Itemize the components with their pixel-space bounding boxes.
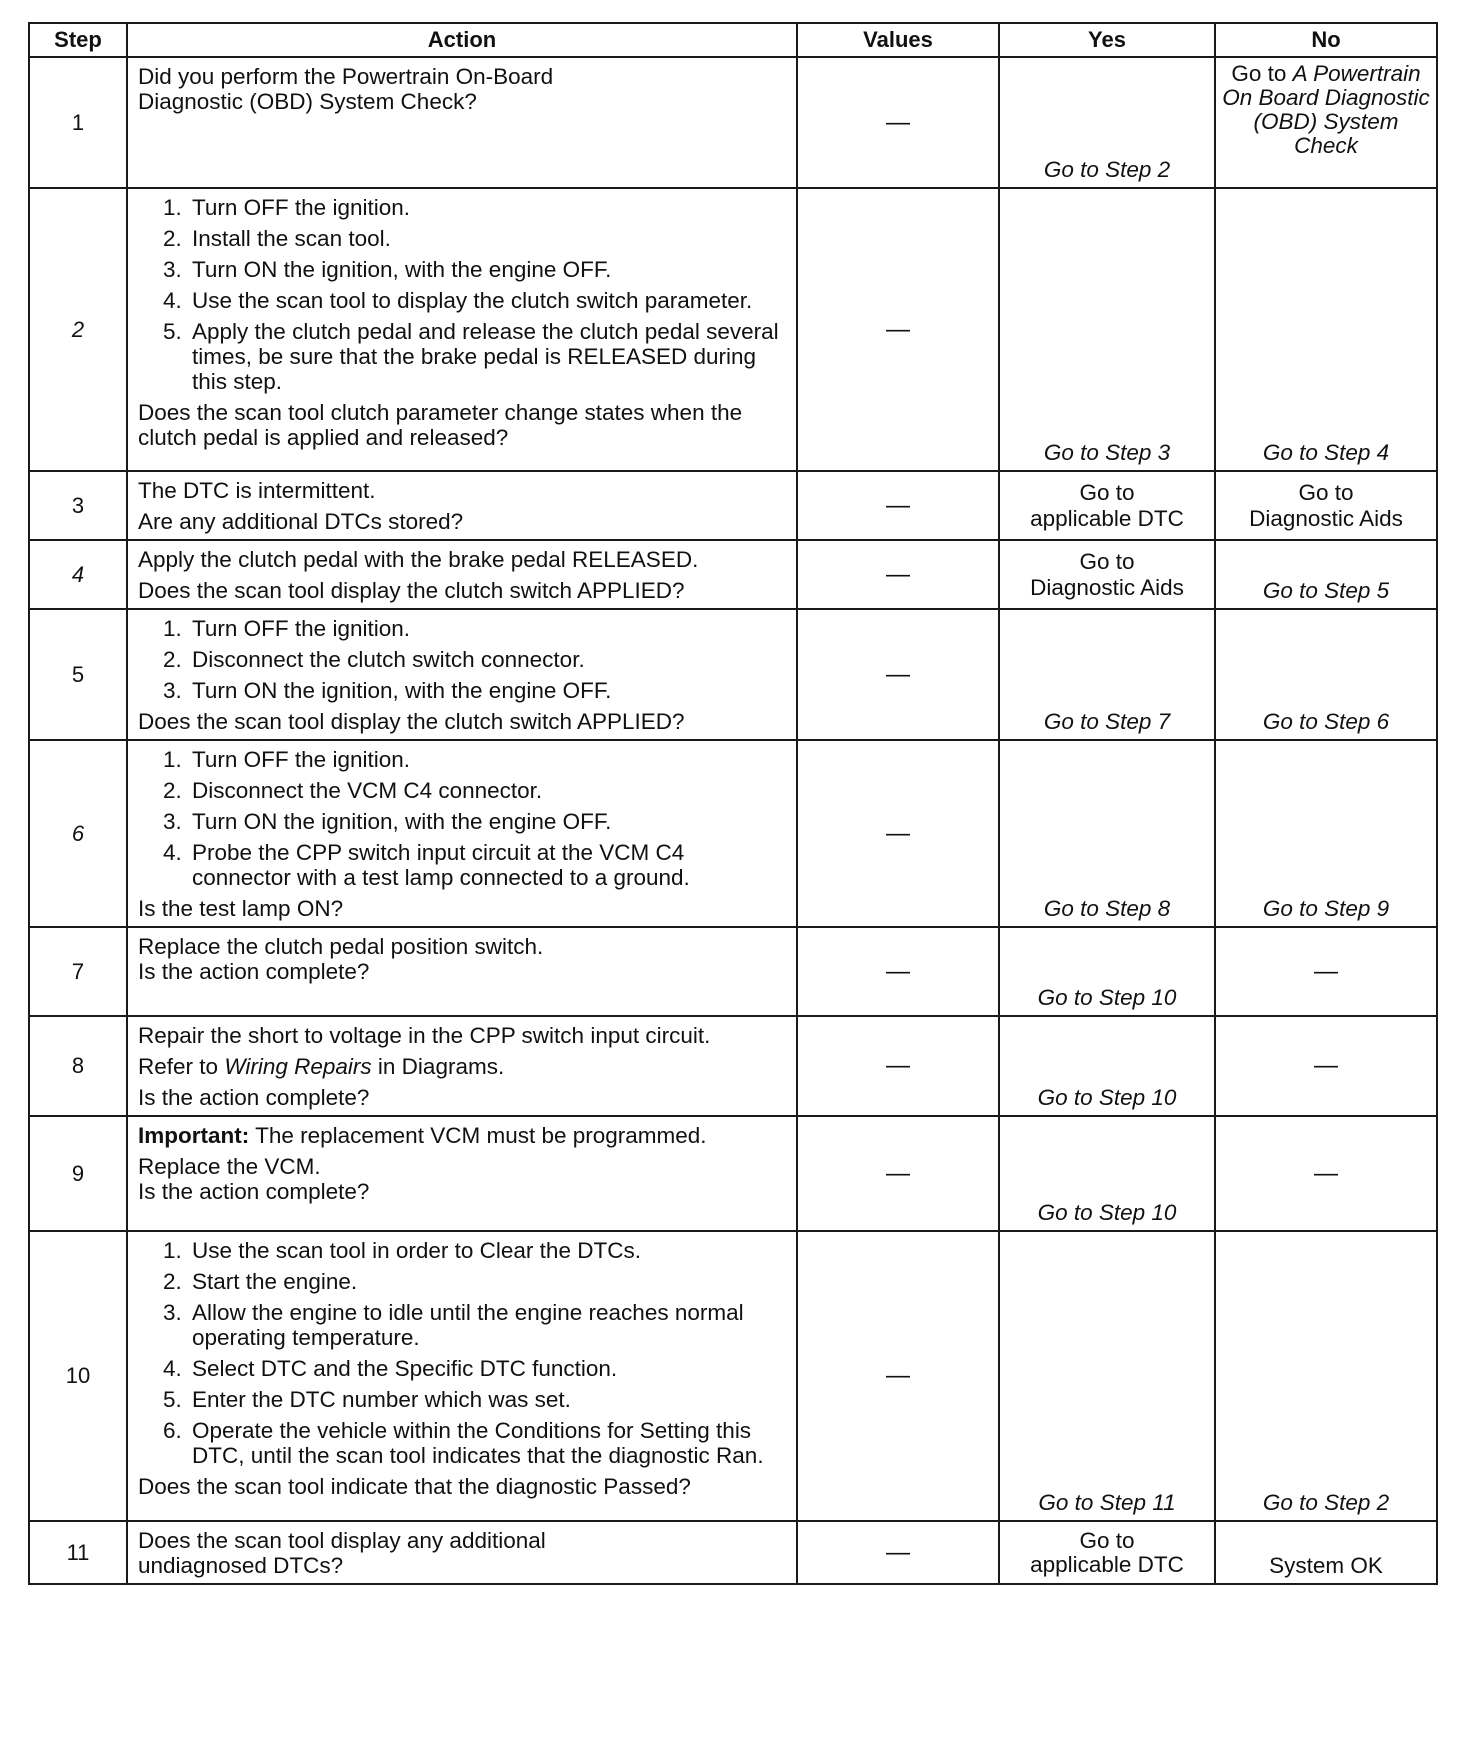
values-cell: — — [797, 57, 999, 188]
no-link[interactable]: Go to Step 5 — [1215, 540, 1437, 609]
obd-system-check-link[interactable]: A Powertrain On Board Diagnostic (OBD) System Check — [1222, 61, 1430, 158]
values-cell: — — [797, 188, 999, 471]
no-link[interactable]: Go to Step 9 — [1215, 740, 1437, 927]
action-cell — [127, 1016, 797, 1116]
header-row — [29, 23, 1437, 57]
substep-list — [138, 195, 786, 394]
action-line: Diagnostic (OBD) System Check? — [138, 89, 477, 114]
substep: 4. Probe the CPP switch input circuit at the VCM C4 connector with a test lamp connected to a ground. — [188, 840, 786, 890]
substep: 2. Install the scan tool. — [188, 226, 786, 251]
values-cell: — — [797, 740, 999, 927]
substep-list — [138, 747, 786, 890]
no-result: System OK — [1215, 1521, 1437, 1584]
diagnostic-table — [28, 22, 1438, 1585]
yes-target: applicable DTC — [1030, 505, 1184, 531]
refer-prefix: Refer to — [138, 1054, 219, 1079]
important-text: The replacement VCM must be programmed. — [255, 1123, 707, 1148]
values-cell: — — [797, 1231, 999, 1521]
substep: 3. Turn ON the ignition, with the engine OFF. — [188, 809, 786, 834]
substep: 5. Apply the clutch pedal and release the clutch pedal several times, be sure that the brake pedal is RELEASED during this step. — [188, 319, 786, 394]
action-line: Are any additional DTCs stored? — [138, 509, 464, 534]
action-line: Does the scan tool display any additional — [138, 1528, 546, 1553]
table-row — [29, 740, 1437, 927]
no-link[interactable]: Go to Step 6 — [1215, 609, 1437, 740]
table-row — [29, 1521, 1437, 1584]
step-number: 11 — [29, 1521, 127, 1584]
action-cell — [127, 1116, 797, 1231]
important-label: Important: — [138, 1123, 250, 1148]
action-line: Replace the VCM. — [138, 1154, 321, 1179]
action-cell — [127, 927, 797, 1016]
substep-list — [138, 1238, 786, 1468]
action-line: Repair the short to voltage in the CPP switch input circuit. — [138, 1023, 711, 1048]
action-cell — [127, 57, 797, 188]
yes-target: applicable DTC — [1030, 1551, 1184, 1577]
values-cell: — — [797, 1521, 999, 1584]
header-step: Step — [29, 23, 127, 57]
substep: 5. Enter the DTC number which was set. — [188, 1387, 786, 1412]
substep: 1. Use the scan tool in order to Clear the DTCs. — [188, 1238, 786, 1263]
action-cell — [127, 1521, 797, 1584]
step-number: 5 — [29, 609, 127, 740]
no-link[interactable] — [1215, 471, 1437, 540]
yes-prefix: Go to — [1079, 479, 1135, 505]
action-line: Is the action complete? — [138, 1179, 370, 1204]
yes-link[interactable]: Go to Step 10 — [999, 1016, 1215, 1116]
action-line: The DTC is intermittent. — [138, 478, 376, 503]
step-number: 7 — [29, 927, 127, 1016]
table-row — [29, 927, 1437, 1016]
substep-list — [138, 616, 786, 703]
substep: 2. Disconnect the clutch switch connector. — [188, 647, 786, 672]
action-cell — [127, 471, 797, 540]
yes-link[interactable] — [999, 471, 1215, 540]
table-row — [29, 57, 1437, 188]
substep: 2. Disconnect the VCM C4 connector. — [188, 778, 786, 803]
yes-link[interactable] — [999, 1521, 1215, 1584]
substep: 1. Turn OFF the ignition. — [188, 747, 786, 772]
no-prefix: Go to — [1298, 479, 1354, 505]
substep: 1. Turn OFF the ignition. — [188, 195, 786, 220]
action-line: Replace the clutch pedal position switch. — [138, 934, 544, 959]
action-cell — [127, 1231, 797, 1521]
table-row — [29, 471, 1437, 540]
action-question: Does the scan tool indicate that the diagnostic Passed? — [138, 1474, 691, 1499]
action-line: Did you perform the Powertrain On-Board — [138, 64, 554, 89]
yes-link[interactable]: Go to Step 7 — [999, 609, 1215, 740]
header-yes: Yes — [999, 23, 1215, 57]
substep: 3. Allow the engine to idle until the engine reaches normal operating temperature. — [188, 1300, 786, 1350]
step-number: 8 — [29, 1016, 127, 1116]
values-cell: — — [797, 471, 999, 540]
yes-prefix: Go to — [1079, 548, 1135, 574]
step-number: 2 — [29, 188, 127, 471]
yes-target: Diagnostic Aids — [1030, 574, 1184, 600]
action-cell — [127, 540, 797, 609]
table-row — [29, 609, 1437, 740]
action-line: Is the action complete? — [138, 1085, 370, 1110]
values-cell: — — [797, 540, 999, 609]
action-question: Does the scan tool display the clutch switch APPLIED? — [138, 709, 685, 734]
no-cell: — — [1215, 1116, 1437, 1231]
substep: 4. Use the scan tool to display the clutch switch parameter. — [188, 288, 786, 313]
no-target: Diagnostic Aids — [1249, 505, 1403, 531]
values-cell: — — [797, 609, 999, 740]
no-link[interactable] — [1215, 57, 1437, 188]
yes-link[interactable]: Go to Step 2 — [999, 57, 1215, 188]
yes-link[interactable]: Go to Step 11 — [999, 1231, 1215, 1521]
important-note — [138, 1123, 786, 1148]
step-number: 3 — [29, 471, 127, 540]
action-cell — [127, 188, 797, 471]
table-row — [29, 1116, 1437, 1231]
table-row — [29, 540, 1437, 609]
step-number: 4 — [29, 540, 127, 609]
step-number: 9 — [29, 1116, 127, 1231]
step-number: 10 — [29, 1231, 127, 1521]
no-prefix: Go to — [1231, 61, 1287, 86]
action-cell — [127, 609, 797, 740]
values-cell: — — [797, 1016, 999, 1116]
action-line: Does the scan tool display the clutch switch APPLIED? — [138, 578, 685, 603]
refer-line — [138, 1054, 786, 1079]
action-question: Does the scan tool clutch parameter change states when the clutch pedal is applied and released? — [138, 400, 743, 450]
wiring-repairs-link[interactable]: Wiring Repairs — [224, 1054, 372, 1079]
table-row — [29, 1231, 1437, 1521]
yes-prefix: Go to — [1079, 1527, 1135, 1553]
substep: 3. Turn ON the ignition, with the engine OFF. — [188, 257, 786, 282]
substep: 3. Turn ON the ignition, with the engine OFF. — [188, 678, 786, 703]
yes-link[interactable]: Go to Step 8 — [999, 740, 1215, 927]
step-number: 1 — [29, 57, 127, 188]
header-no: No — [1215, 23, 1437, 57]
header-values: Values — [797, 23, 999, 57]
no-cell: — — [1215, 927, 1437, 1016]
action-question: Is the test lamp ON? — [138, 896, 344, 921]
header-action: Action — [127, 23, 797, 57]
action-line: Apply the clutch pedal with the brake pedal RELEASED. — [138, 547, 699, 572]
no-cell: — — [1215, 1016, 1437, 1116]
substep: 6. Operate the vehicle within the Conditions for Setting this DTC, until the scan tool indicates that the diagnostic Ran. — [188, 1418, 786, 1468]
substep: 1. Turn OFF the ignition. — [188, 616, 786, 641]
action-cell — [127, 740, 797, 927]
yes-link[interactable]: Go to Step 10 — [999, 927, 1215, 1016]
table-row — [29, 188, 1437, 471]
values-cell: — — [797, 1116, 999, 1231]
substep: 4. Select DTC and the Specific DTC function. — [188, 1356, 786, 1381]
yes-link[interactable]: Go to Step 10 — [999, 1116, 1215, 1231]
values-cell: — — [797, 927, 999, 1016]
yes-link[interactable] — [999, 540, 1215, 609]
step-number: 6 — [29, 740, 127, 927]
action-line: undiagnosed DTCs? — [138, 1553, 344, 1578]
no-link[interactable]: Go to Step 2 — [1215, 1231, 1437, 1521]
refer-suffix: in Diagrams. — [377, 1054, 505, 1079]
no-link[interactable]: Go to Step 4 — [1215, 188, 1437, 471]
action-line: Is the action complete? — [138, 959, 370, 984]
table-row — [29, 1016, 1437, 1116]
substep: 2. Start the engine. — [188, 1269, 786, 1294]
yes-link[interactable]: Go to Step 3 — [999, 188, 1215, 471]
